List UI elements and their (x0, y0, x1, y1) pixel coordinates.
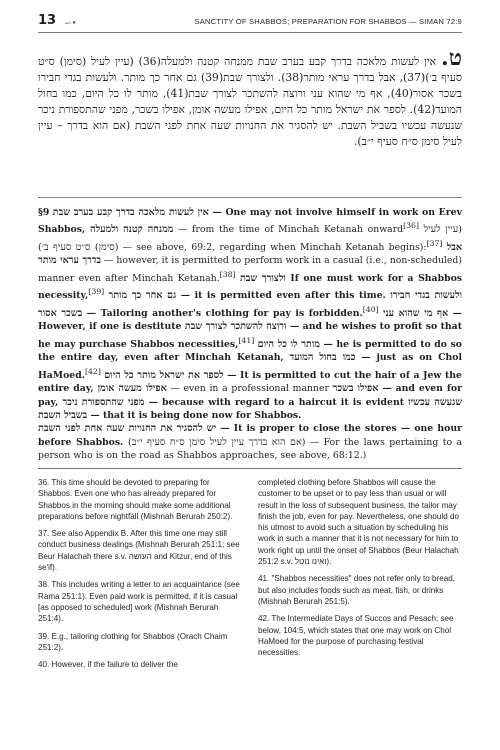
hebrew-text: אין לעשות מלאכה בדרך קבע בערב שבת ממנחה קטנה ולמעלה(36) (עיין לעיל (סימן) ס״ט סעיף ב׳)(37), אבל בדרך עראי מותר(38). ולצורך שבת(39) גם אחר כך מותר. ולעשות בגדי חבירו בשכר אסור(40), אף מי שהוא עני ורוצה להשתכר לצורך שבת(41), מותר לו כל היום, כמו בחול המועד(42). לספר את ישראל מותר כל היום, אפילו מעשה אומן, אפילו בשכר, מפני שהתספורת ניכר שנעשה עכשיו בשביל השבת. יש להסגיר את החנויות שעה אחת לפני השבת (אם הוא בדרך – עיין לעיל סימן ס״ח סעיף י״ב). (38, 55, 462, 148)
translation-text: — see above, 69:2, regarding when Minchah Ketanah begins): (118, 242, 427, 253)
translation-text: — One may not involve himself in work on Erev Shabbos, (38, 207, 462, 236)
footnote: 39. E.g., tailoring clothing for Shabbos (Orach Chaim 251:2). (38, 631, 228, 652)
hebrew-phrase: אין לעשות מלאכה בדרך קבע בערב שבת (52, 207, 209, 218)
translation-text: — from the time of Minchah Ketanah onward (173, 224, 404, 236)
hebrew-phrase: מפני שהתספורת ניכר (62, 396, 145, 408)
footnotes-left-column (38, 477, 242, 676)
translation-text: — For the laws pertaining to a person who is on the road as Shabbos approaches, see above, 68:12.) (38, 436, 462, 462)
translation-text: — However, if one is destitute (38, 307, 462, 333)
footnotes-section (38, 468, 462, 670)
hebrew-phrase: כמו בחול המועד (289, 352, 356, 364)
hebrew-phrase: אפילו בשכר (332, 383, 379, 395)
hebrew-phrase: אף מי שהוא עני (382, 307, 449, 319)
footnote-ref: [39] (88, 287, 105, 297)
hebrew-phrase: גם אחר כך מותר (108, 290, 177, 302)
hebrew-phrase: יש להסגיר את החנויות שעה אחת לפני השבת (38, 423, 217, 435)
footnote: 42. The Intermediate Days of Succos and Pesach; see below, 104:5, which states that one may work on Chol HaMoed for the purpose of purchasing festival necessities. (258, 614, 454, 658)
translation-text: — it is permitted even after this time. (176, 290, 391, 302)
hebrew-phrase: (עיין לעיל (סימן) ס״ט סעיף ב׳) (38, 224, 462, 253)
page-number: 13 (38, 13, 57, 28)
translation-text: — because with regard to a haircut it is evident (144, 396, 409, 408)
translation-paragraph (38, 206, 463, 462)
translation-text: If one must work for a Shabbos necessity, (38, 272, 463, 302)
translation-text: — It is permitted to cut the hair of a Jew the entire day, (38, 369, 462, 395)
page-header (38, 13, 462, 33)
footnote-ref: [37] (426, 238, 443, 248)
hebrew-phrase: אבל בדרך עראי מותר (38, 242, 462, 267)
hebrew-phrase: ורוצה להשתכר לצורך שבת (184, 321, 287, 333)
hebrew-phrase: לספר את ישראל מותר כל היום (104, 369, 224, 381)
hebrew-phrase: אפילו מעשה אומן (97, 383, 167, 395)
footnote: 36. This time should be devoted to preparing for Shabbos. Even one who has already prepared for Shabbos in the morning should make some additional preparations before nightfall (Mishnah Berurah 250:2). (38, 478, 233, 521)
footnote: completed clothing before Shabbos will cause the customer to be upset or to pay less than usual or will result in the loss of subsequent business, the tailor may finish the job, even for pay. Nevertheless, one should do his utmost to avoid such a situation by scheduling his work in such a manner that it is not necessary for him to work right up until the onset of Shabbos (Beur Halachah 251:2 s.v. ואינו נוטל). (258, 478, 459, 567)
translation-text: — he is permitted to do so the entire day, even after Minchah Ketanah, (38, 338, 462, 364)
translation-text: — and he wishes to profit so that he may purchase Shabbos necessities, (38, 321, 462, 350)
hebrew-phrase: ולצורך שבת (239, 272, 286, 284)
header-ornament: ∽• (64, 19, 77, 29)
translation-text: — Tailoring another's clothing for pay is forbidden. (82, 307, 363, 319)
translation-text: — just as on Chol HaMoed. (38, 352, 462, 381)
footnote-ref: [41] (238, 335, 255, 345)
translation-text: — It is proper to close the stores — one hour before Shabbos. (38, 423, 462, 448)
footnote: 38. This includes writing a letter to an acquaintance (see Rama 251:1). Even paid work is permitted, if it is casual [as opposed to scheduled] work (Mishnah Berurah 251:4). (38, 580, 240, 624)
footnote-ref: [40] (362, 304, 379, 314)
translation-text: — however, it is permitted to perform work in a casual (i.e., non-scheduled) manner even after Minchah Ketanah. (38, 255, 462, 284)
footnote: 40. However, if the failure to deliver the (38, 660, 178, 670)
footnote-ref: [36] (403, 221, 420, 231)
section-number: §9 (38, 207, 50, 218)
hebrew-phrase: (אם הוא בדרך עיין לעיל סימן ס״ח סעיף י״ב) (127, 436, 306, 448)
hebrew-paragraph (38, 45, 462, 188)
hebrew-phrase: מותר לו כל היום (257, 338, 320, 350)
hebrew-phrase: ממנחה קטנה ולמעלה (90, 224, 174, 236)
section-letter: ט. (441, 45, 462, 71)
hebrew-phrase: ולעשות בגדי חבירו בשכר אסור (38, 290, 462, 319)
footnote: 41. "Shabbos necessities" does not refer only to bread, but also includes foods such as meat, fish, or drinks (Mishnah Berurah 251:5). (258, 574, 455, 606)
footnote: 37. See also Appendix B. After this time one may still conduct business dealings (Mishnah Berurah 251:1; see Beur Halachah there s.v. העושה and Kitzur, end of this se'if). (38, 529, 240, 573)
footnotes-right-column (258, 477, 462, 664)
translation-text: — even in a professional manner (166, 383, 333, 395)
translation-text: — that it is being done now for Shabbos. (87, 409, 302, 421)
translation-text: — and even for pay, (38, 383, 463, 408)
footnote-ref: [42] (84, 366, 101, 376)
hebrew-phrase: שנעשה עכשיו בשביל השבת (38, 396, 462, 421)
section-divider (38, 197, 462, 198)
footnote-ref: [38] (219, 269, 236, 279)
running-title: SANCTITY OF SHABBOS; PREPARATION FOR SHABBOS — SIMAN 72:9 (194, 17, 462, 26)
